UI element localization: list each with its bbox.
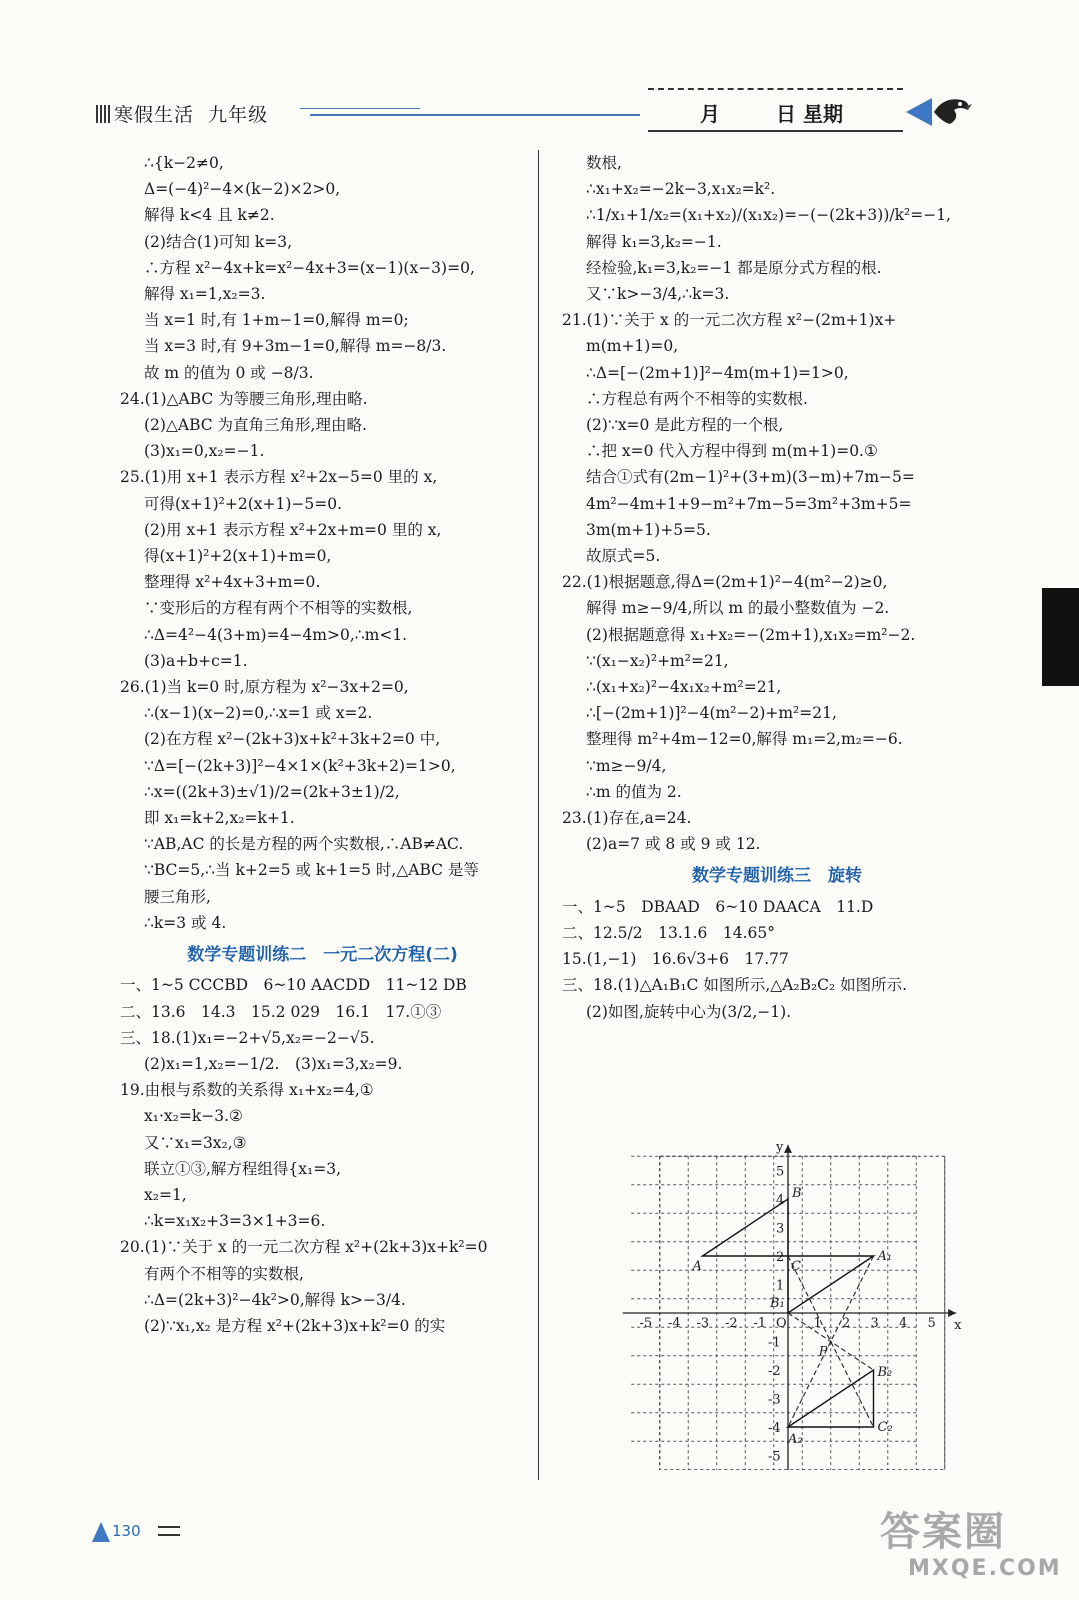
- answer-line: 得(x+1)²+2(x+1)+m=0,: [144, 547, 332, 566]
- y-tick-label: -4: [768, 1421, 781, 1436]
- answer-line: 解得 m≥−9/4,所以 m 的最小整数值为 −2.: [586, 599, 890, 618]
- answer-line: 二、13.6 14.3 15.2 029 16.1 17.①③: [120, 1002, 442, 1021]
- y-tick-label: -1: [768, 1335, 781, 1351]
- x-tick-label: 4: [899, 1316, 908, 1331]
- answer-line: 25.(1)用 x+1 表示方程 x²+2x−5=0 里的 x,: [120, 468, 438, 487]
- answer-line: ∴(x₁+x₂)²−4x₁x₂+m²=21,: [586, 678, 782, 697]
- answer-line: 24.(1)△ABC 为等腰三角形,理由略.: [120, 389, 368, 408]
- answer-line: ∴{k−2≠0,: [144, 154, 224, 172]
- answer-line: ∴1/x₁+1/x₂=(x₁+x₂)/(x₁x₂)=−(−(2k+3))/k²=−1,: [586, 206, 951, 225]
- page-footer: [92, 1520, 141, 1546]
- answer-line: 二、12.5/2 13.1.6 14.65°: [562, 923, 776, 942]
- answer-line: (2)如图,旋转中心为(3/2,−1).: [586, 1002, 792, 1021]
- answer-line: ∵AB,AC 的长是方程的两个实数根,∴AB≠AC.: [144, 835, 464, 854]
- left-answers: [120, 150, 525, 936]
- point-label-b2: B₂: [877, 1365, 893, 1380]
- point-label-c2: C₂: [877, 1420, 893, 1435]
- x-tick-label: 3: [870, 1316, 879, 1331]
- bird-mascot-icon: [930, 92, 972, 128]
- answer-line: ∴x=((2k+3)±√1)/2=(2k+3±1)/2,: [144, 782, 400, 801]
- header-line: [310, 114, 640, 116]
- footer-triangle-icon: [92, 1520, 110, 1542]
- answer-line: 腰三角形,: [144, 887, 211, 906]
- y-tick-label: 3: [776, 1221, 785, 1237]
- answer-line: 一、1~5 CCCBD 6~10 AACDD 11~12 DB: [120, 976, 467, 995]
- answer-line: 又∵x₁=3x₂,③: [144, 1133, 247, 1152]
- answer-line: 26.(1)当 k=0 时,原方程为 x²−3x+2=0,: [120, 678, 409, 697]
- date-box: [648, 88, 903, 132]
- answer-line: ∴k=3 或 4.: [144, 913, 227, 932]
- right-answers: [562, 150, 992, 857]
- answer-line: 15.(1,−1) 16.6√3+6 17.77: [562, 950, 789, 969]
- x-tick-label: 5: [927, 1316, 936, 1331]
- watermark-text: 答案圈: [880, 1509, 1006, 1555]
- point-label-b: B: [792, 1186, 802, 1201]
- day-label: 日: [776, 102, 796, 126]
- answer-line: ∵变形后的方程有两个不相等的实数根,: [144, 599, 413, 618]
- answer-line: x₁·x₂=k−3.②: [144, 1107, 243, 1126]
- left-column: [120, 150, 525, 1339]
- rotation-coordinate-graph: [620, 1135, 965, 1470]
- answer-line: 又∵k>−3/4,∴k=3.: [586, 285, 730, 304]
- point-label-a2: A₂: [788, 1432, 803, 1447]
- answer-line: ∴Δ=[−(2m+1)]²−4m(m+1)=1>0,: [586, 363, 849, 382]
- answer-line: ∴[−(2m+1)]²−4(m²−2)+m²=21,: [586, 704, 837, 723]
- x-axis-label: x: [954, 1318, 962, 1333]
- answer-line: (2)结合(1)可知 k=3,: [144, 232, 293, 251]
- brand: [96, 100, 268, 127]
- answer-line: 解得 k₁=3,k₂=−1.: [586, 232, 722, 251]
- x-tick-label: -1: [753, 1316, 767, 1331]
- answer-line: 3m(m+1)+5=5.: [586, 520, 711, 539]
- x-tick-label: -3: [696, 1316, 710, 1331]
- answer-line: 故 m 的值为 0 或 −8/3.: [144, 363, 314, 382]
- answer-line: ∴Δ=(2k+3)²−4k²>0,解得 k>−3/4.: [144, 1290, 406, 1309]
- y-tick-label: -5: [768, 1449, 781, 1465]
- answer-line: 整理得 x²+4x+3+m=0.: [144, 573, 321, 592]
- y-tick-label: 5: [776, 1164, 785, 1180]
- brand-title: 寒假生活: [114, 104, 195, 126]
- answer-line: 有两个不相等的实数根,: [144, 1264, 304, 1283]
- answer-line: 可得(x+1)²+2(x+1)−5=0.: [144, 494, 343, 513]
- x-tick-label: -5: [639, 1316, 653, 1331]
- answer-line: ∵(x₁−x₂)²+m²=21,: [586, 651, 729, 670]
- answer-line: ∴Δ=4²−4(3+m)=4−4m>0,∴m<1.: [144, 625, 408, 644]
- y-tick-label: 4: [776, 1193, 785, 1208]
- answer-line: 23.(1)存在,a=24.: [562, 809, 692, 828]
- answer-line: 整理得 m²+4m−12=0,解得 m₁=2,m₂=−6.: [586, 730, 903, 749]
- page-header: [0, 0, 1079, 140]
- answer-line: (2)在方程 x²−(2k+3)x+k²+3k+2=0 中,: [144, 730, 441, 749]
- y-tick-label: -2: [768, 1364, 781, 1379]
- page-number: 130: [112, 1522, 141, 1540]
- answer-line: ∴m 的值为 2.: [586, 782, 682, 801]
- answer-line: 19.由根与系数的关系得 x₁+x₂=4,①: [120, 1081, 374, 1100]
- left-answers-2: [120, 972, 525, 1339]
- y-tick-label: -3: [768, 1392, 781, 1408]
- y-tick-label: 1: [776, 1278, 785, 1294]
- answer-line: 当 x=3 时,有 9+3m−1=0,解得 m=−8/3.: [144, 337, 447, 356]
- answer-line: (2)a=7 或 8 或 9 或 12.: [586, 835, 761, 854]
- column-divider: [538, 150, 539, 1480]
- point-label-p: P: [818, 1344, 828, 1360]
- answer-line: 联立①③,解方程组得{x₁=3,: [144, 1159, 342, 1178]
- watermark-url: MXQE.COM: [908, 1556, 1062, 1581]
- x-tick-label: -4: [668, 1316, 681, 1331]
- answer-line: ∴把 x=0 代入方程中得到 m(m+1)=0.①: [586, 442, 878, 461]
- point-label-c: C: [791, 1259, 801, 1274]
- y-axis-arrow-icon: [784, 1145, 792, 1153]
- answer-line: ∴方程 x²−4x+k=x²−4x+3=(x−1)(x−3)=0,: [144, 258, 475, 277]
- answer-line: ∵BC=5,∴当 k+2=5 或 k+1=5 时,△ABC 是等: [144, 861, 479, 880]
- answer-line: (2)△ABC 为直角三角形,理由略.: [144, 416, 367, 435]
- answer-line: (2)用 x+1 表示方程 x²+2x+m=0 里的 x,: [144, 520, 442, 539]
- right-column: [562, 150, 992, 1025]
- answer-line: ∴k=x₁x₂+3=3×1+3=6.: [144, 1212, 326, 1231]
- y-axis-label: y: [776, 1139, 784, 1155]
- arrow-left-icon: [906, 98, 932, 126]
- right-answers-2: [562, 894, 992, 1025]
- point-label-b1: B₁: [770, 1296, 785, 1311]
- answer-line: 20.(1)∵关于 x 的一元二次方程 x²+(2k+3)x+k²=0: [120, 1238, 488, 1257]
- answer-line: 数根,: [586, 154, 622, 172]
- footer-line-1: [158, 1526, 180, 1528]
- answer-line: 三、18.(1)x₁=−2+√5,x₂=−2−√5.: [120, 1028, 375, 1047]
- answer-line: 21.(1)∵关于 x 的一元二次方程 x²−(2m+1)x+: [562, 311, 897, 330]
- x-axis-arrow-icon: [948, 1309, 956, 1317]
- x-tick-label: -2: [725, 1316, 738, 1331]
- section-title-3: 数学专题训练三 旋转: [692, 866, 862, 887]
- answer-line: 三、18.(1)△A₁B₁C 如图所示,△A₂B₂C₂ 如图所示.: [562, 976, 908, 995]
- section-title-2: 数学专题训练二 一元二次方程(二): [187, 945, 458, 966]
- answer-line: ∵m≥−9/4,: [586, 756, 667, 775]
- month-label: 月: [700, 102, 720, 126]
- answer-line: ∵Δ=[−(2k+3)]²−4×1×(k²+3k+2)=1>0,: [144, 756, 456, 775]
- answer-line: 4m²−4m+1+9−m²+7m−5=3m²+3m+5=: [586, 494, 912, 513]
- answer-line: 当 x=1 时,有 1+m−1=0,解得 m=0;: [144, 311, 409, 330]
- y-tick-label: 2: [776, 1250, 785, 1265]
- answer-line: 经检验,k₁=3,k₂=−1 都是原分式方程的根.: [586, 258, 882, 277]
- origin-label: O: [776, 1316, 787, 1331]
- answer-line: 解得 x₁=1,x₂=3.: [144, 285, 266, 304]
- answer-line: (2)根据题意得 x₁+x₂=−(2m+1),x₁x₂=m²−2.: [586, 625, 916, 644]
- point-label-a: A: [692, 1259, 702, 1274]
- answer-line: 故原式=5.: [586, 547, 661, 566]
- brand-bars-icon: [96, 105, 110, 123]
- answer-line: ∴方程总有两个不相等的实数根.: [586, 389, 808, 408]
- answer-line: Δ=(−4)²−4×(k−2)×2>0,: [144, 180, 341, 199]
- answer-line: 一、1~5 DBAAD 6~10 DAACA 11.D: [562, 897, 874, 916]
- answer-line: 即 x₁=k+2,x₂=k+1.: [144, 809, 295, 828]
- grade-label: 九年级: [208, 104, 269, 126]
- header-line-thin: [300, 108, 420, 109]
- answer-line: ∴x₁+x₂=−2k−3,x₁x₂=k².: [586, 180, 776, 199]
- weekday-label: 星期: [803, 102, 843, 126]
- x-tick-label: 2: [842, 1316, 851, 1331]
- answer-line: m(m+1)=0,: [586, 337, 679, 356]
- answer-line: ∴(x−1)(x−2)=0,∴x=1 或 x=2.: [144, 704, 373, 723]
- answer-line: (2)∵x₁,x₂ 是方程 x²+(2k+3)x+k²=0 的实: [144, 1316, 446, 1335]
- answer-line: (3)a+b+c=1.: [144, 651, 248, 670]
- answer-line: (3)x₁=0,x₂=−1.: [144, 442, 265, 461]
- answer-line: 22.(1)根据题意,得Δ=(2m+1)²−4(m²−2)≥0,: [562, 573, 888, 592]
- answer-line: x₂=1,: [144, 1185, 187, 1204]
- point-label-a1: A₁: [877, 1249, 893, 1264]
- answer-line: 解得 k<4 且 k≠2.: [144, 206, 275, 225]
- side-tab-marker: [1042, 588, 1079, 686]
- answer-line: 结合①式有(2m−1)²+(3+m)(3−m)+7m−5=: [586, 468, 915, 487]
- x-tick-label: 1: [813, 1316, 822, 1331]
- footer-line-2: [158, 1534, 180, 1536]
- answer-line: (2)x₁=1,x₂=−1/2. (3)x₁=3,x₂=9.: [144, 1054, 403, 1073]
- answer-line: (2)∵x=0 是此方程的一个根,: [586, 416, 784, 435]
